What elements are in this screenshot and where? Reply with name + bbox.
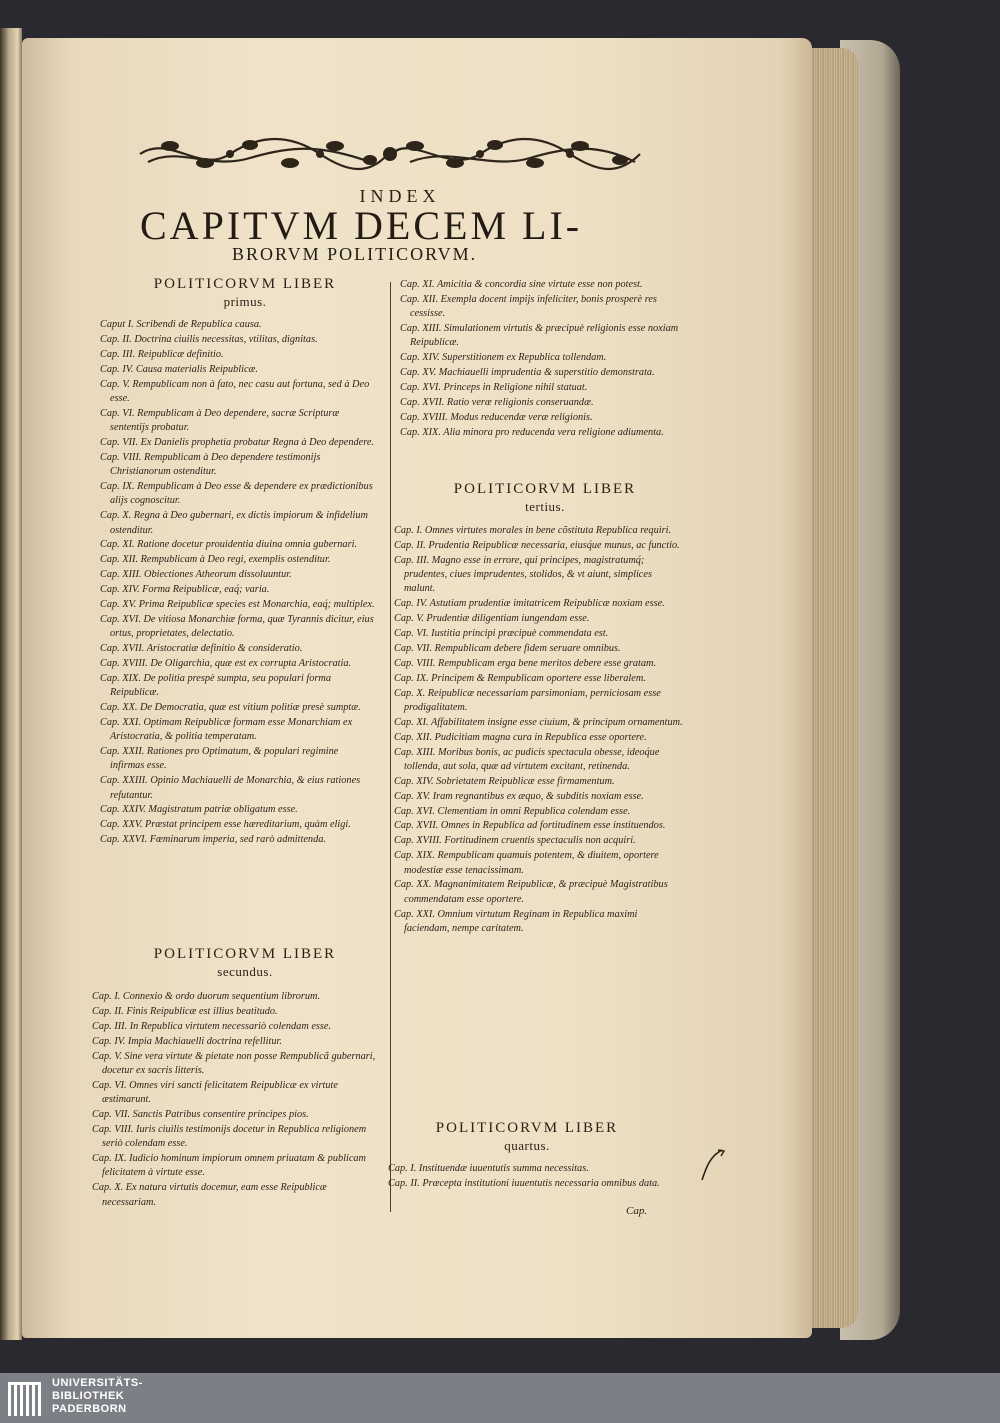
chapter-list-tertius: [394, 524, 684, 937]
chapter-entry: Cap. XVI. Clementiam in omni Republica colendam esse.: [394, 805, 631, 817]
chapter-entry: Cap. I. Instituendæ iuuentutis summa necessitas.: [388, 1163, 589, 1174]
chapter-entry: Cap. XVIII. De Oligarchia, quæ est ex corrupta Aristocratia.: [100, 657, 352, 669]
chapter-list-secundus-continued: [400, 278, 680, 441]
section-subtitle: quartus.: [504, 1138, 550, 1153]
chapter-entry: Cap. IX. Iudicio hominum impiorum omnem priuatam & publicam felicitatem à virtute esse.: [92, 1153, 366, 1179]
chapter-entry: Cap. XIV. Forma Reipublicæ, eaq́; varia.: [100, 584, 270, 596]
chapter-list-quartus: [388, 1162, 668, 1192]
chapter-entry: Cap. VI. Omnes viri sancti felicitatem Reipublicæ ex virtute æstimarunt.: [92, 1079, 338, 1106]
chapter-entry: Cap. XXV. Præstat principem esse hæreditarium, quàm eligi.: [100, 819, 351, 831]
chapter-entry: Cap. XIII. Obiectiones Atheorum dissoluuntur.: [100, 569, 292, 581]
chapter-entry: Cap. V. Prudentiæ diligentiam iungendam esse.: [394, 613, 590, 625]
chapter-entry: Cap. II. Finis Reipublicæ est illius beatitudo.: [92, 1005, 278, 1017]
chapter-entry: Cap. XVI. De vitiosa Monarchiæ forma, quæ Tyrannis dicitur, eius ortus, proprietates, delectatio.: [100, 613, 374, 640]
chapter-entry: Caput I. Scribendi de Republica causa.: [100, 319, 262, 330]
section-heading-primus: [110, 276, 380, 310]
chapter-entry: Cap. I. Omnes virtutes morales in bene cõstituta Republica requiri.: [394, 525, 672, 536]
chapter-entry: Cap. II. Doctrina ciuilis necessitas, vtilitas, dignitas.: [100, 333, 318, 345]
chapter-entry: Cap. XXI. Optimam Reipublicæ formam esse Monarchiam ex Aristocratia, & politia temperatam.: [100, 716, 353, 743]
library-name-line: PADERBORN: [52, 1403, 127, 1415]
library-name: [52, 1377, 143, 1416]
chapter-entry: Cap. XIII. Moribus bonis, ac pudicis spectacula obesse, ideoq́ue tollenda, aut sola, quæ ad virtutem excitant, retinenda.: [394, 746, 660, 772]
chapter-entry: Cap. II. Prudentia Reipublicæ necessaria, eiusq́ue munus, ac functio.: [394, 539, 680, 551]
chapter-entry: Cap. IV. Causa materialis Reipublicæ.: [100, 363, 258, 375]
chapter-entry: Cap. III. In Republica virtutem necessariò colendam esse.: [92, 1020, 332, 1032]
chapter-entry: Cap. III. Reipublicæ definitio.: [100, 348, 224, 360]
chapter-entry: Cap. XXIII. Opinio Machiauelli de Monarchia, & eius rationes refutantur.: [100, 775, 361, 801]
chapter-entry: Cap. VIII. Rempublicam erga bene meritos debere esse gratam.: [394, 657, 657, 669]
library-logo-icon: [8, 1378, 46, 1418]
chapter-entry: Cap. XXIV. Magistratum patriæ obligatum esse.: [100, 804, 298, 816]
chapter-entry: Cap. XX. Magnanimitatem Reipublicæ, & præcipuè Magistratibus commendatam esse oportere.: [394, 879, 668, 905]
page-title-continued: BRORVM POLITICORVM.: [232, 244, 478, 264]
section-title: POLITICORVM LIBER: [453, 481, 637, 497]
chapter-entry: Cap. XII. Pudicitiam magna cura in Republica esse oportere.: [394, 731, 647, 743]
chapter-entry: Cap. XVIII. Fortitudinem cruentis spectaculis non acquiri.: [394, 835, 636, 847]
chapter-entry: Cap. VIII. Rempublicam à Deo dependere testimonijs Christianorum ostenditur.: [100, 451, 321, 478]
library-footer-bar: [0, 1373, 1000, 1423]
chapter-entry: Cap. VII. Rempublicam debere fidem seruare omnibus.: [394, 642, 621, 654]
chapter-entry: Cap. X. Regna à Deo gubernari, ex dictis impiorum & infidelium ostenditur.: [100, 510, 368, 536]
chapter-entry: Cap. XIX. Rempublicam quamuis potentem, & diuitem, oportere modestiæ esse tenacissimam.: [394, 850, 659, 876]
chapter-entry: Cap. VII. Ex Danielis prophetia probatur Regna à Deo dependere.: [100, 436, 374, 448]
chapter-entry: Cap. X. Reipublicæ necessariam parsimoniam, perniciosam esse prodigalitatem.: [394, 687, 661, 713]
section-subtitle: tertius.: [525, 499, 565, 514]
chapter-entry: Cap. IX. Principem & Rempublicam oportere esse liberalem.: [394, 672, 646, 684]
section-title: POLITICORVM LIBER: [435, 1120, 619, 1136]
ornament-headpiece: [130, 132, 650, 176]
chapter-entry: Cap. XII. Exempla docent impijs infeliciter, bonis prosperè res cessisse.: [400, 293, 657, 320]
chapter-entry: Cap. XI. Ratione docetur prouidentia diuina omnia gubernari.: [100, 539, 358, 551]
chapter-entry: Cap. II. Præcepta institutioni iuuentutis necessaria omnibus data.: [388, 1177, 660, 1189]
chapter-entry: Cap. XIV. Superstitionem ex Republica tollendam.: [400, 352, 607, 364]
chapter-entry: Cap. XVII. Aristocratiæ definitio & consideratio.: [100, 643, 303, 655]
library-name-line: UNIVERSITÄTS-: [52, 1377, 143, 1389]
chapter-entry: Cap. XVII. Ratio veræ religionis conseruandæ.: [400, 396, 594, 408]
chapter-entry: Cap. XIV. Sobrietatem Reipublicæ esse firmamentum.: [394, 775, 615, 787]
chapter-entry: Cap. XIX. Alia minora pro reducenda vera religione adiumenta.: [400, 426, 664, 438]
chapter-entry: Cap. XX. De Democratia, quæ est vitium politiæ presè sumptæ.: [100, 702, 361, 713]
chapter-entry: Cap. IV. Astutiam prudentiæ imitatricem Reipublicæ noxiam esse.: [394, 598, 665, 610]
section-heading-quartus: [392, 1120, 662, 1154]
chapter-entry: Cap. XVI. Princeps in Religione nihil statuat.: [400, 382, 588, 394]
chapter-entry: Cap. VI. Rempublicam à Deo dependere, sacræ Scripturæ sententijs probatur.: [100, 407, 340, 434]
column-divider: [390, 282, 391, 1212]
chapter-entry: Cap. XV. Machiauelli imprudentia & superstitio demonstrata.: [400, 367, 655, 379]
chapter-entry: Cap. XXII. Rationes pro Optimatum, & populari regimine infirmas esse.: [100, 746, 339, 772]
chapter-entry: Cap. V. Rempublicam non à fato, nec casu aut fortuna, sed à Deo esse.: [100, 378, 370, 404]
section-subtitle: secundus.: [217, 964, 273, 979]
catchword: Cap.: [626, 1205, 648, 1217]
chapter-entry: Cap. XV. Prima Reipublicæ species est Monarchia, eaq́; multiplex.: [100, 598, 375, 610]
section-title: POLITICORVM LIBER: [153, 946, 337, 962]
chapter-entry: Cap. XXI. Omnium virtutum Reginam in Republica maximi faciendam, nempe caritatem.: [394, 908, 638, 934]
section-subtitle: primus.: [223, 294, 267, 309]
pen-mark-icon: [700, 1148, 726, 1182]
section-heading-tertius: [410, 481, 680, 515]
chapter-entry: Cap. VIII. Iuris ciuilis testimonijs docetur in Republica religionem seriò colendam esse.: [92, 1123, 367, 1150]
chapter-entry: Cap. V. Sine vera virtute & pietate non posse Rempublicã gubernari, docetur ex sacris litteris.: [92, 1050, 376, 1076]
chapter-entry: Cap. IX. Rempublicam à Deo esse & dependere ex prædictionibus alijs cognoscitur.: [100, 481, 373, 507]
chapter-entry: Cap. IV. Impia Machiauelli doctrina refellitur.: [92, 1035, 282, 1047]
chapter-entry: Cap. XIII. Simulationem virtutis & præcipuè religionis esse noxiam Reipublicæ.: [400, 323, 679, 349]
chapter-entry: Cap. I. Connexio & ordo duorum sequentium librorum.: [92, 991, 321, 1002]
chapter-entry: Cap. XVII. Omnes in Republica ad fortitudinem esse instituendos.: [394, 820, 666, 832]
chapter-entry: Cap. XV. Iram regnantibus ex æquo, & subditis noxiam esse.: [394, 790, 644, 802]
chapter-entry: Cap. XXVI. Fœminarum imperia, sed rarò admittenda.: [100, 834, 326, 846]
section-heading-secundus: [110, 946, 380, 980]
section-title: POLITICORVM LIBER: [153, 276, 337, 292]
library-name-line: BIBLIOTHEK: [52, 1390, 125, 1402]
chapter-entry: Cap. VI. Iustitia principi præcipuè commendata est.: [394, 628, 609, 640]
chapter-entry: Cap. XVIII. Modus reducendæ veræ religionis.: [400, 411, 593, 423]
chapter-list-primus: [100, 318, 375, 848]
left-page-edge: [0, 28, 22, 1340]
index-label: INDEX: [359, 186, 441, 206]
chapter-entry: Cap. VII. Sanctis Patribus consentire principes pios.: [92, 1108, 309, 1120]
chapter-entry: Cap. III. Magno esse in errore, qui principes, magistratumq́; prudentes, ciues imprudentes, stolidos, & vt aiunt, simplices malunt.: [394, 554, 652, 595]
chapter-list-secundus: [92, 990, 377, 1210]
page-title: CAPITVM DECEM LI-: [140, 203, 583, 248]
chapter-entry: Cap. XI. Affabilitatem insigne esse ciuium, & principum ornamentum.: [394, 716, 683, 728]
chapter-entry: Cap. XI. Amicitia & concordia sine virtute esse non potest.: [400, 279, 643, 290]
chapter-entry: Cap. XIX. De politia prespè sumpta, seu populari forma Reipublicæ.: [100, 672, 332, 699]
chapter-entry: Cap. XII. Rempublicam à Deo regi, exemplis ostenditur.: [100, 554, 331, 566]
chapter-entry: Cap. X. Ex natura virtutis docemur, eam esse Reipublicæ necessariam.: [92, 1182, 327, 1208]
